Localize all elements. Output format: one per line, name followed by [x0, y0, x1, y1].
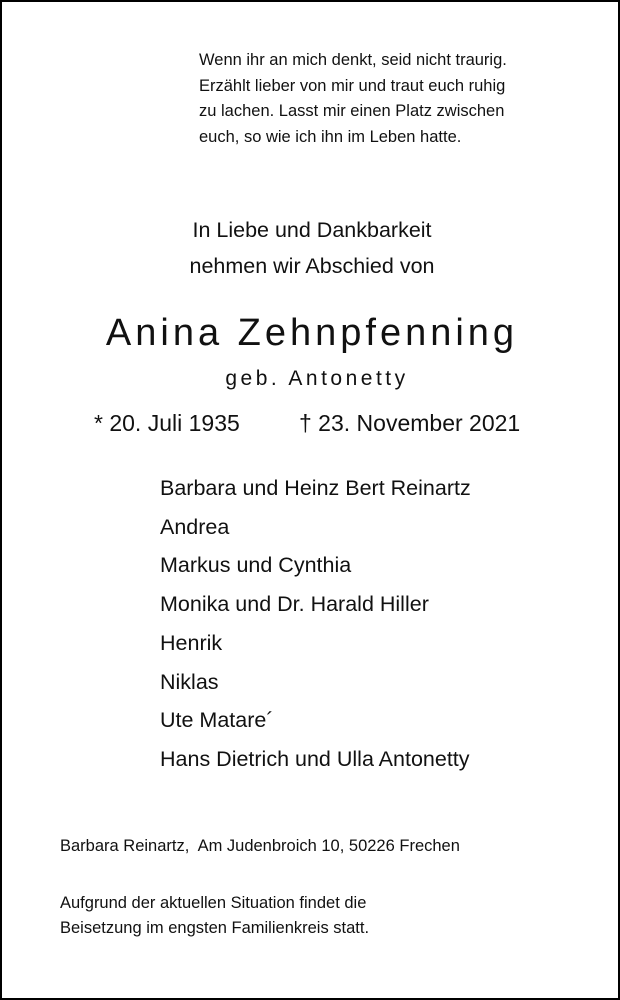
contact-address: Barbara Reinartz, Am Judenbroich 10, 50226 Frechen: [60, 837, 460, 855]
mourner-entry: Ute Matare´: [160, 708, 274, 733]
mourner-entry: Hans Dietrich und Ulla Antonetty: [160, 746, 470, 771]
funeral-notice-line-1: Aufgrund der aktuellen Situation findet die: [60, 894, 367, 912]
deceased-name: Anina Zehnpfenning: [105, 312, 519, 354]
life-dates: [2, 406, 620, 442]
mourner-entry: Markus und Cynthia: [160, 553, 352, 578]
mourner-entry: Barbara und Heinz Bert Reinartz: [160, 476, 471, 500]
funeral-notice-line-2: Beisetzung im engsten Familienkreis statt.: [60, 919, 370, 937]
poem-line: Wenn ihr an mich denkt, seid nicht traurig.: [199, 51, 507, 69]
poem-line: Erzählt lieber von mir und traut euch ruhig: [199, 76, 506, 95]
mourner-entry: Andrea: [160, 514, 230, 539]
intro-line-1: In Liebe und Dankbarkeit: [192, 218, 432, 242]
funeral-notice: [60, 891, 580, 941]
death-date: † 23. November 2021: [299, 410, 521, 436]
birth-date: * 20. Juli 1935: [94, 410, 240, 436]
maiden-name: geb. Antonetty: [225, 367, 409, 390]
memorial-poem: [199, 48, 589, 150]
poem-line: zu lachen. Lasst mir einen Platz zwischen: [199, 102, 505, 120]
mourner-entry: Monika und Dr. Harald Hiller: [160, 592, 429, 617]
intro-line-2: nehmen wir Abschied von: [189, 254, 435, 278]
mourner-entry: Henrik: [160, 630, 223, 655]
mourners-list: [160, 469, 600, 779]
farewell-intro: [2, 212, 620, 284]
mourner-entry: Niklas: [160, 669, 219, 694]
poem-line: euch, so wie ich ihn im Leben hatte.: [199, 127, 462, 146]
